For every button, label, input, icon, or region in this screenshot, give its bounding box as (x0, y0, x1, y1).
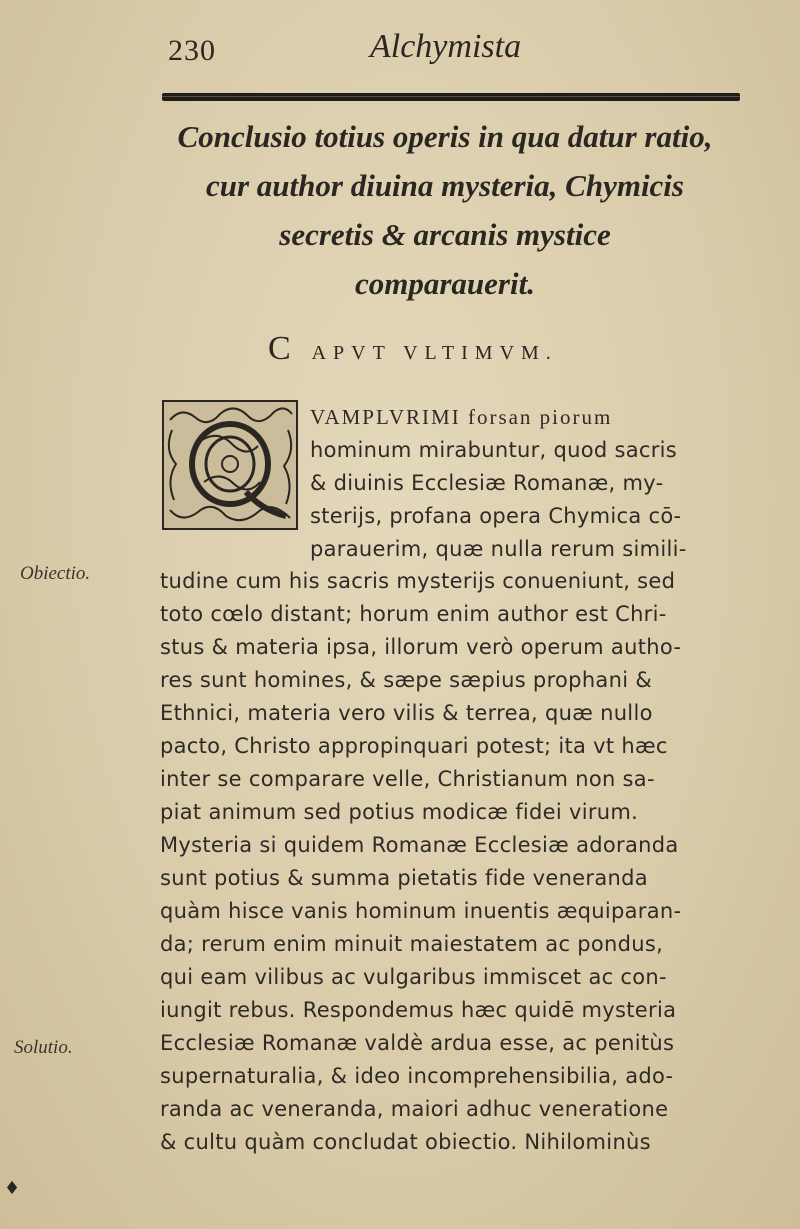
title-line-2: cur author diuina mysteria, Chymicis (205, 168, 684, 203)
body-line-22: randa ac veneranda, maiori adhuc veneratione (160, 1097, 669, 1121)
body-line-21: supernaturalia, & ideo incomprehensibilia, ado- (160, 1064, 674, 1088)
body-line-18: qui eam vilibus ac vulgaribus immiscet ac con- (160, 965, 667, 989)
header-rule (162, 93, 740, 101)
body-line-6: tudine cum his sacris mysterijs conueniunt, sed (160, 569, 676, 593)
body-line-14: Mysteria si quidem Romanæ Ecclesiæ adoranda (160, 833, 679, 857)
body-line-1: VAMPLVRIMI forsan piorum (310, 405, 613, 429)
chapter-heading-initial: C (268, 330, 301, 367)
body-line-17: da; rerum enim minuit maiestatem ac pondus, (160, 932, 664, 956)
chapter-title (150, 112, 740, 308)
ornamental-initial-icon (162, 400, 298, 530)
page-number: 230 (168, 34, 216, 67)
body-line-2: hominum mirabuntur, quod sacris (310, 438, 678, 462)
body-line-12: inter se comparare velle, Christianum non sa- (160, 767, 655, 791)
title-line-4: comparauerit. (355, 266, 535, 301)
body-line-10: Ethnici, materia vero vilis & terrea, quæ nullo (160, 701, 653, 725)
title-line-1: Conclusio totius operis in qua datur ratio, (177, 119, 713, 154)
body-line-15: sunt potius & summa pietatis fide veneranda (160, 866, 648, 890)
body-line-13: piat animum sed potius modicæ fidei virum. (160, 800, 639, 824)
body-line-23: & cultu quàm concludat obiectio. Nihilominùs (160, 1130, 651, 1154)
title-line-3: secretis & arcanis mystice (279, 217, 611, 252)
body-line-7: toto cœlo distant; horum enim author est Chri- (160, 602, 667, 626)
body-line-20: Ecclesiæ Romanæ valdè ardua esse, ac penitùs (160, 1031, 675, 1055)
margin-note-solution: Solutio. (14, 1037, 73, 1058)
body-line-16: quàm hisce vanis hominum inuentis æquiparan- (160, 899, 682, 923)
body-line-9: res sunt homines, & sæpe sæpius prophani & (160, 668, 652, 692)
running-head: Alchymista (370, 28, 522, 65)
chapter-heading-rest: APVT VLTIMVM. (311, 342, 558, 364)
body-line-4: sterijs, profana opera Chymica cō- (310, 504, 682, 528)
body-line-3: & diuinis Ecclesiæ Romanæ, my- (310, 471, 664, 495)
body-line-11: pacto, Christo appropinquari potest; ita vt hæc (160, 734, 668, 758)
body-line-19: iungit rebus. Respondemus hæc quidē mysteria (160, 998, 677, 1022)
body-line-5: parauerim, quæ nulla rerum simili- (310, 537, 687, 561)
body-line-8: stus & materia ipsa, illorum verò operum autho- (160, 635, 682, 659)
chapter-heading (268, 330, 558, 368)
bottom-marker: ♦ (4, 1178, 21, 1199)
margin-note-objection: Obiectio. (20, 563, 91, 584)
